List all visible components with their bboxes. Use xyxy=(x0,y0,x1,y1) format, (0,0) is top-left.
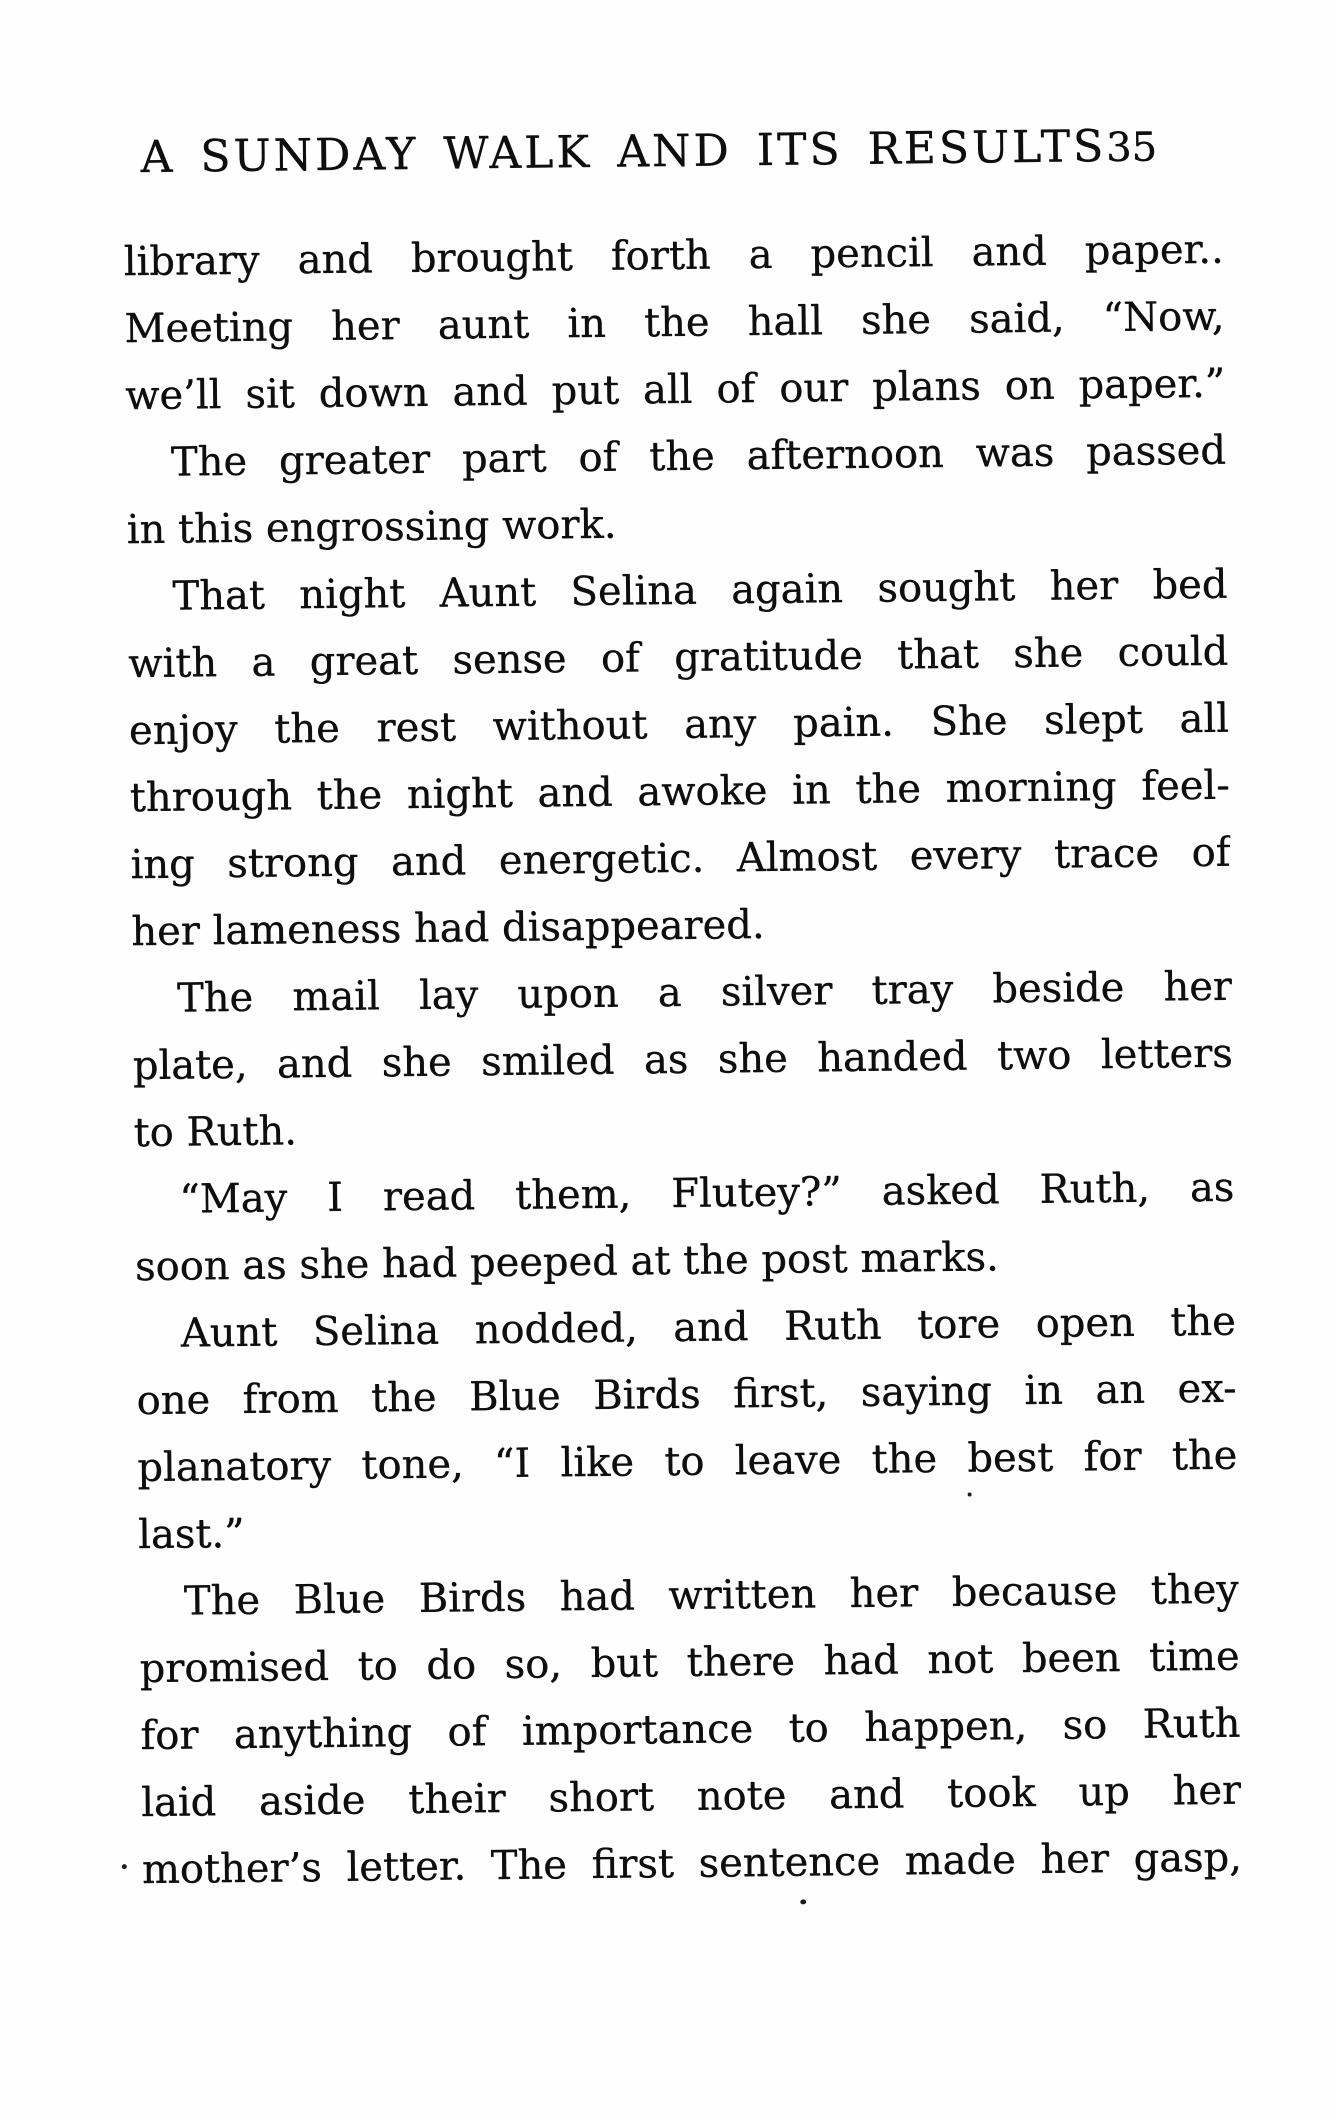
scan-speck xyxy=(968,1492,972,1496)
text-line: That night Aunt Selina again sought her bed xyxy=(172,561,1228,620)
text-line: in this engrossing work. xyxy=(126,501,617,554)
text-line: soon as she had peeped at the post marks. xyxy=(134,1234,999,1290)
text-line: The greater part of the afternoon was passed xyxy=(170,427,1227,486)
text-line: Aunt Selina nodded, and Ruth tore open the xyxy=(180,1298,1236,1357)
chapter-title: A SUNDAY WALK AND ITS RESULTS xyxy=(140,120,1107,183)
text-line: for anything of importance to happen, so Ruth xyxy=(140,1700,1241,1759)
running-header xyxy=(140,120,1158,183)
text-line: library and brought forth a pencil and paper.. xyxy=(123,226,1224,286)
text-line: ing strong and energetic. Almost every trace of xyxy=(130,829,1231,888)
text-line: last.” xyxy=(137,1510,245,1558)
text-line: with a great sense of gratitude that she could xyxy=(127,628,1229,688)
text-line: plate, and she smiled as she handed two letters xyxy=(132,1030,1233,1089)
page-text xyxy=(123,217,1242,1904)
text-line: one from the Blue Birds first, saying in an ex- xyxy=(136,1365,1237,1424)
text-line: “May I read them, Flutey?” asked Ruth, as xyxy=(178,1164,1235,1223)
text-line: through the night and awoke in the morning feel- xyxy=(129,762,1230,822)
text-line: we’ll sit down and put all of our plans on paper.” xyxy=(124,360,1226,420)
text-line: The Blue Birds had written her because they xyxy=(183,1566,1239,1625)
page-number: 35 xyxy=(1105,124,1158,171)
text-line: Meeting her aunt in the hall she said, “Now, xyxy=(124,293,1225,353)
text-line: promised to do so, but there had not been time xyxy=(139,1633,1240,1692)
scan-speck xyxy=(800,1899,806,1904)
text-line: The mail lay upon a silver tray beside her xyxy=(176,963,1233,1022)
text-line: planatory tone, “I like to leave the best for the xyxy=(137,1432,1238,1491)
text-line: to Ruth. xyxy=(133,1108,298,1156)
text-line: her lameness had disappeared. xyxy=(130,901,765,955)
text-line: enjoy the rest without any pain. She slept all xyxy=(128,695,1230,755)
text-line: mother’s letter. The first sentence made her gasp, xyxy=(141,1834,1243,1893)
scan-speck xyxy=(122,1864,127,1869)
text-line: laid aside their short note and took up her xyxy=(140,1767,1242,1826)
